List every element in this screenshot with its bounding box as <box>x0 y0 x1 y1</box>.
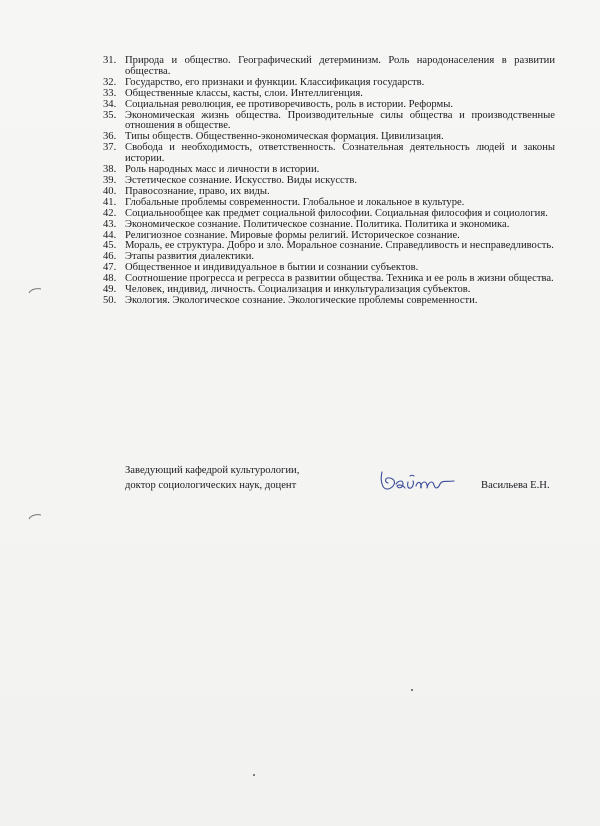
question-number: 45. <box>103 240 117 252</box>
question-item <box>103 143 555 165</box>
question-item <box>103 296 555 307</box>
position-line-1: Заведующий кафедрой культурологии, <box>125 465 300 476</box>
question-text: Социальная революция, ее противоречивость, роль в истории. Реформы. <box>125 98 453 110</box>
question-text: Соотношение прогресса и регресса в развитии общества. Техника и ее роль в жизни общества. <box>125 273 554 285</box>
question-number: 32. <box>103 76 117 88</box>
question-number: 39. <box>103 174 117 186</box>
question-number: 48. <box>103 273 117 285</box>
question-item <box>103 56 555 78</box>
question-text: Правосознание, право, их виды. <box>125 185 270 197</box>
question-text: Глобальные проблемы современности. Глобальное и локальное в культуре. <box>125 196 465 208</box>
question-item <box>103 220 555 231</box>
question-number: 41. <box>103 196 117 208</box>
question-number: 38. <box>103 164 117 176</box>
signatory-name: Васильева Е.Н. <box>481 480 550 491</box>
question-text: Религиозное сознание. Мировые формы религий. Историческое сознание. <box>125 229 460 241</box>
question-text: Человек, индивид, личность. Социализация и инкультурализация субъектов. <box>125 284 471 296</box>
question-number: 44. <box>103 229 117 241</box>
question-text: Мораль, ее структура. Добро и зло. Моральное сознание. Справедливость и несправедливость. <box>125 240 554 252</box>
question-number: 42. <box>103 207 117 219</box>
question-text: Общественные классы, касты, слои. Интеллигенция. <box>125 87 363 99</box>
question-number: 36. <box>103 131 117 143</box>
signatory-position <box>125 463 299 493</box>
question-text: Типы обществ. Общественно-экономическая формация. Цивилизация. <box>125 131 444 143</box>
scan-speck <box>253 774 255 776</box>
question-number: 49. <box>103 284 117 296</box>
question-item <box>103 209 555 220</box>
punch-hole-mark <box>28 514 42 520</box>
question-text: Свобода и необходимость, ответственность. Сознательная деятельность людей и законы истории. <box>125 142 555 165</box>
handwritten-signature <box>376 462 466 502</box>
question-text: Экология. Экологическое сознание. Экологические проблемы современности. <box>125 294 478 306</box>
scan-speck <box>411 689 413 691</box>
question-text: Экономическое сознание. Политическое сознание. Политика. Политика и экономика. <box>125 218 510 230</box>
question-number: 47. <box>103 262 117 274</box>
question-number: 43. <box>103 218 117 230</box>
question-number: 35. <box>103 109 117 121</box>
question-number: 46. <box>103 251 117 263</box>
question-text: Экономическая жизнь общества. Производительные силы общества и производственные отношения в обществе. <box>125 109 555 132</box>
question-item <box>103 100 555 111</box>
question-text: Эстетическое сознание. Искусство. Виды искусств. <box>125 174 358 186</box>
question-number: 33. <box>103 87 117 99</box>
question-number: 31. <box>103 55 117 66</box>
question-text: Этапы развития диалектики. <box>125 251 255 263</box>
question-number: 40. <box>103 185 117 197</box>
question-number: 34. <box>103 98 117 110</box>
question-number: 37. <box>103 142 117 154</box>
question-list <box>103 56 555 307</box>
question-number: 50. <box>103 294 117 306</box>
punch-hole-mark <box>28 288 42 294</box>
question-text: Государство, его признаки и функции. Классификация государств. <box>125 76 425 88</box>
question-text: Общественное и индивидуальное в бытии и сознании субъектов. <box>125 262 419 274</box>
question-text: Природа и общество. Географический детерминизм. Роль народонаселения в развитии общества. <box>125 55 555 77</box>
question-item <box>103 111 555 133</box>
question-text: Роль народных масс и личности в истории. <box>125 164 320 176</box>
question-item <box>103 89 555 100</box>
position-line-2: доктор социологических наук, доцент <box>125 480 297 491</box>
question-text: Социальнообщее как предмет социальной философии. Социальная философия и социология. <box>125 207 548 219</box>
